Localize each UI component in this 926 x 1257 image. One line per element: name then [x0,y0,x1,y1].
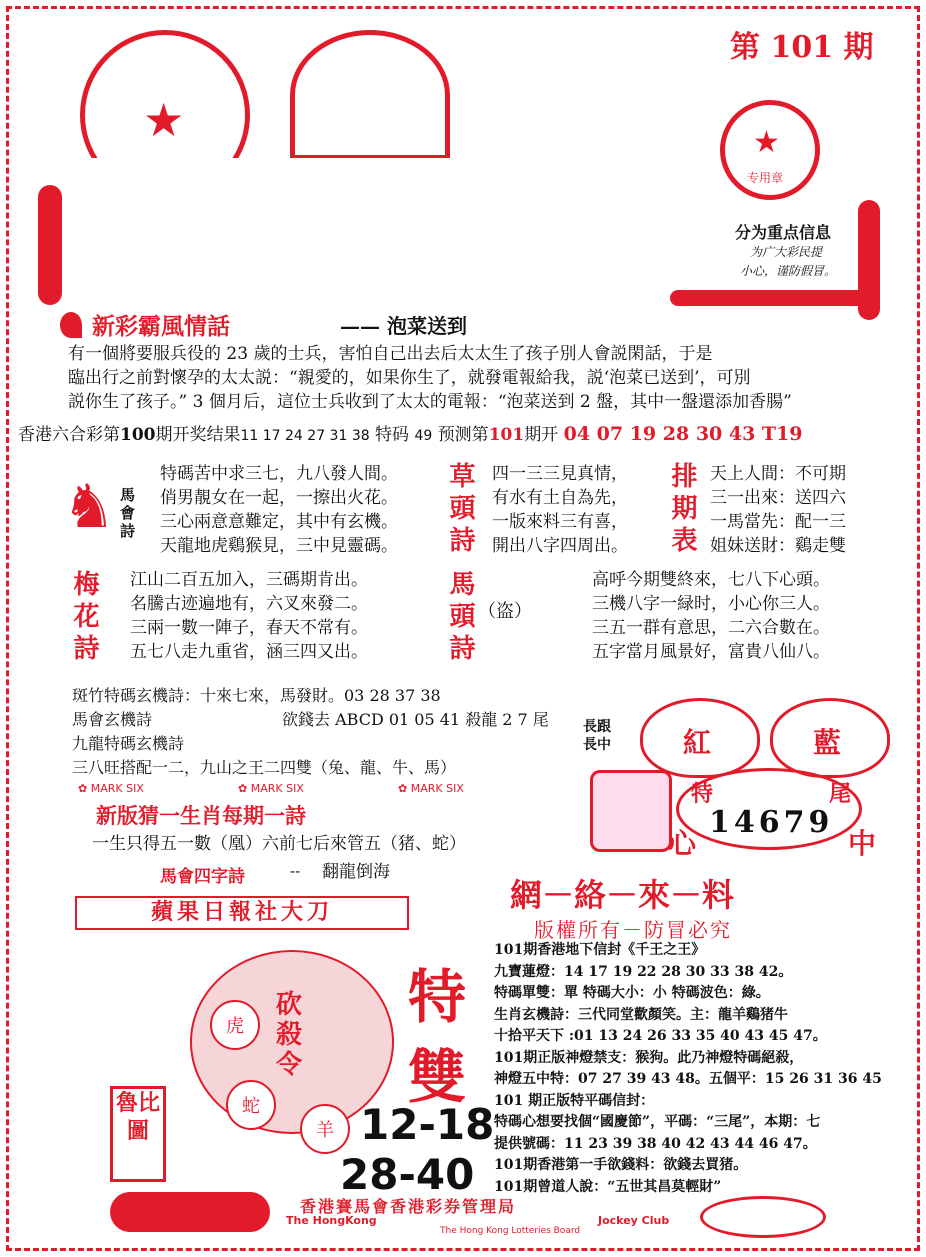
marksix-logo: ✿ MARK SIX [398,782,464,795]
grass-poem-line: 四一三三見真情， [492,464,628,484]
results-mid: 期开奖结果 [155,425,241,445]
footer-en1: The HongKong [286,1214,377,1227]
blue-label: 藍 [813,726,842,759]
zhong-label: 中 [848,827,877,860]
tail-ellipse [676,768,862,850]
horsehead-poem-line: 三五一群有意思，二六合數在。 [592,618,830,638]
kill-ball: 羊 [300,1104,350,1154]
banner-apple-daily: 蘋果日報社大刀 [75,896,409,930]
info-line: 十拾平天下 :01 13 24 26 33 35 40 43 45 47。 [494,1028,827,1044]
grass-poem-line: 開出八字四周出。 [492,536,628,556]
horsehead-poem-label: 馬頭詩 [445,570,475,666]
forecast-mid: 期开 [524,425,559,445]
notice-line1: 为广大彩民提 [750,245,823,259]
range-2: 28-40 [340,1150,475,1199]
info-line: 提供號碼：11 23 39 38 40 42 43 44 46 47。 [494,1135,817,1152]
mystery-line: 欲錢去 ABCD 01 05 41 殺龍 2 7 尾 [282,710,549,729]
results-line [18,422,803,448]
notice-line2: 小心，谨防假冒。 [740,264,837,278]
grass-poem-line: 有水有土自為先， [492,488,628,508]
four-char-title: 馬會四字詩 [160,867,245,887]
xin-label: 心 [668,827,697,860]
marksix-logo: ✿ MARK SIX [78,782,144,795]
special-label: 特码 [375,425,410,445]
heart-blue [770,698,890,778]
marksix-label: MARK SIX [90,782,144,795]
story-title: 新彩霸風情話 [92,313,230,340]
lotteries-board-logo [700,1196,826,1238]
jockey-club-logo [110,1192,270,1232]
story-line: 説你生了孩子。” 3 個月后，這位士兵收到了太太的電報：“泡菜送到 2 盤，其中一盤還添加香腸” [68,392,792,412]
info-line: 生肖玄機詩：三代同堂歡顏笑。主：龍羊鷄猪牛 [494,1006,788,1023]
info-line: 特碼單雙：單 特碼大小：小 特碼波色：綠。 [494,985,770,1001]
schedule-line: 一馬當先：配一三 [710,512,846,532]
horsehead-poem-line: 五字當月風景好，富貴八仙八。 [592,642,830,662]
network-title: 網－絡－來－料 [510,876,735,914]
results-numbers: 11 17 24 27 31 38 [240,428,370,444]
notice-title: 分为重点信息 [735,223,832,242]
schedule-label: 排期表 [667,462,697,558]
kill-ball: 虎 [210,1000,260,1050]
footer-en3: The Hong Kong Lotteries Board [440,1226,581,1236]
horsehead-poem-line: 三機八字一緑时，小心你三人。 [592,594,830,614]
long-label: 長跟長中 [583,719,611,753]
horse-poem-line: 特碼苦中求三七，九八發人間。 [160,464,398,484]
forecast-issue: 101 [488,425,525,445]
horsehead-note: （盗） [478,601,532,622]
four-char-value: 翻龍倒海 [322,862,390,882]
flame-icon [60,312,82,338]
special-number: 49 [414,428,433,444]
forecast-prefix: 预测第 [437,425,489,445]
mystery-line: 斑竹特碼玄機詩：十來七來，馬發財。03 28 37 38 [72,686,441,705]
story-subtitle: —— 泡菜送到 [340,314,467,338]
blank-area [68,158,668,298]
star-icon: ★ [753,125,780,160]
issue-number: 第 101 期 [730,30,874,65]
plum-poem-label: 梅花詩 [69,570,99,666]
four-char-dash: -- [290,862,301,880]
schedule-line: 天上人間：不可期 [710,464,846,484]
mystery-line: 馬會玄機詩 [72,710,153,729]
grass-poem-line: 一版來料三有喜， [492,512,628,532]
star-icon: ★ [143,93,185,147]
horse-poem-line: 三心兩意意難定，其中有玄機。 [160,512,398,532]
info-list [494,940,882,1198]
te-big: 特 [408,963,467,1031]
stamp-middle [290,30,450,160]
forecast-numbers: 04 07 19 28 30 43 T19 [563,423,803,445]
red-label: 紅 [683,726,712,759]
footer-en2: Jockey Club [598,1214,670,1227]
plum-poem-line: 江山二百五加入，三碼期肯出。 [130,570,368,590]
results-prefix: 香港六合彩第 [18,425,120,445]
wei-label: 尾 [829,781,852,807]
horse-poem-line: 俏男靚女在一起，一擦出火花。 [160,488,398,508]
info-line: 101期香港地下信封《千王之王》 [494,942,706,958]
story-line: 臨出行之前對懷孕的太太説：“親愛的，如果你生了，就發電報給我，説‘泡菜已送到’，可別 [68,368,751,388]
info-line: 九寶蓮燈：14 17 19 22 28 30 33 38 42。 [494,963,793,980]
kill-title: 砍殺令 [276,990,303,1080]
marksix-label: MARK SIX [410,782,464,795]
te-label: 特 [691,781,714,807]
marksix-logo: ✿ MARK SIX [238,782,304,795]
plum-poem-line: 三兩一數一陣子，春天不常有。 [130,618,368,638]
kill-ball: 蛇 [226,1080,276,1130]
mystery-line: 九龍特碼玄機詩 [72,734,185,753]
info-line: 101期曾道人說：“五世其昌莫輕財” [494,1178,722,1195]
plum-poem-line: 五七八走九重省，涵三四又出。 [130,642,368,662]
results-issue: 100 [120,425,156,445]
fist-icon [590,770,672,852]
info-line: 101期香港第一手欲錢料：欲錢去買猪。 [494,1157,748,1173]
info-line: 101 期正版特平碼信封： [494,1092,655,1109]
info-line: 特碼心想要找個“國慶節”，平碼：“三尾”，本期：七 [494,1114,821,1130]
info-line: 101期正版神燈禁支：猴狗。此乃神燈特碼絕殺， [494,1049,804,1066]
schedule-line: 姐妹送財：鷄走雙 [710,536,846,556]
schedule-line: 三一出來：送四六 [710,488,846,508]
horse-poem-label: 馬會詩 [120,486,136,540]
horsehead-poem-line: 高呼今期雙終來，七八下心頭。 [592,570,830,590]
zodiac-poem-line: 一生只得五一數（凰）六前七后來管五（猪、蛇） [92,834,466,854]
coin-row [670,290,870,306]
footer-cn: 香港賽馬會香港彩券管理局 [300,1197,517,1216]
shuang-big: 雙 [408,1043,467,1111]
story-line: 有一個將要服兵役的 23 歲的士兵，害怕自己出去后太太生了孩子別人會説閑話，于是 [68,344,713,364]
grass-poem-label: 草頭詩 [445,462,475,558]
stamp-right [720,100,820,200]
left-ornament [38,185,62,305]
marksix-label: MARK SIX [250,782,304,795]
tail-numbers: 14679 [709,805,834,840]
horse-poem-line: 天龍地虎鷄猴見，三中見靈碼。 [160,536,398,556]
heart-red [640,698,760,778]
mystery-line: 三八旺搭配一二，九山之王二四雙（兔、龍、牛、馬） [72,758,457,777]
lupi-stamp: 魯比圖 [110,1086,166,1182]
range-1: 12-18 [360,1100,495,1149]
zodiac-poem-title: 新版猜一生肖每期一詩 [96,803,306,828]
info-line: 神燈五中特：07 27 39 43 48。五個平：15 26 31 36 45 [494,1071,882,1087]
plum-poem-line: 名騰古迹遍地有，六叉來發二。 [130,594,368,614]
network-subtitle: 版權所有－防冒必究 [534,918,732,942]
horse-icon: ♞ [62,472,116,542]
stamp-right-label: 专用章 [747,171,784,185]
